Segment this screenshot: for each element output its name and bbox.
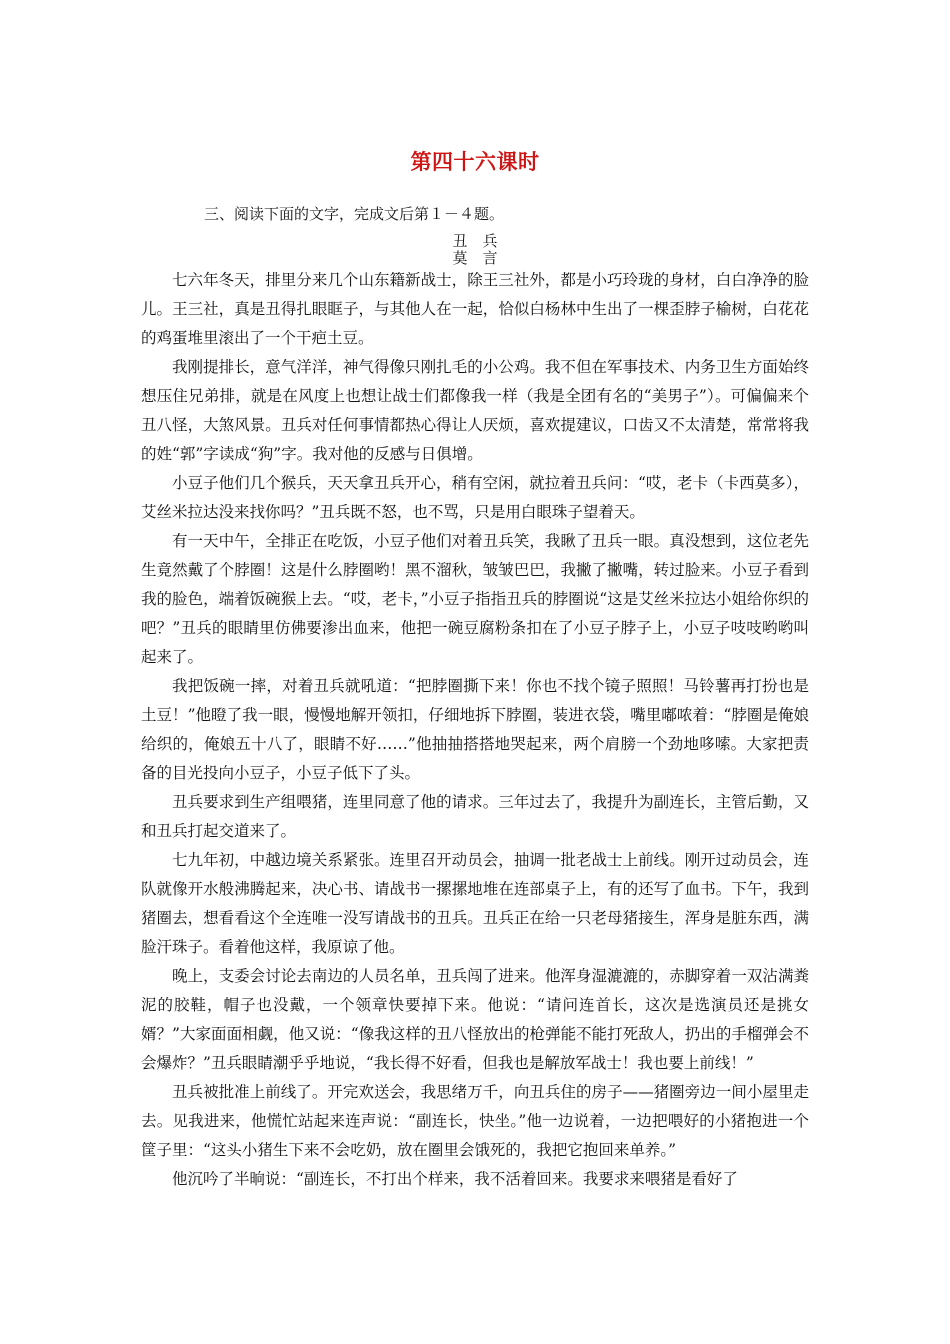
paragraph: 七六年冬天，排里分来几个山东籍新战士，除王三社外，都是小巧玲珑的身材，白白净净的脸儿。王三社，真是丑得扎眼眶子，与其他人在一起，恰似白杨林中生出了一棵歪脖子榆树，白花花的鸡蛋堆里滚出了一个干疤土豆。	[141, 271, 809, 347]
paragraph: 我刚提排长，意气洋洋，神气得像只刚扎毛的小公鸡。我不但在军事技术、内务卫生方面始终想压住兄弟排，就是在风度上也想让战士们都像我一样（我是全团有名的“美男子”）。可偏偏来个丑八怪，大煞风景。丑兵对任何事情都热心得让人厌烦，喜欢提建议，口齿又不太清楚，常常将我的姓“郭”字读成“狗”字。我对他的反感与日俱增。	[141, 358, 809, 463]
reading-instruction: 三、阅读下面的文字，完成文后第１－４题。	[204, 205, 505, 223]
story-body	[141, 266, 809, 1194]
paragraph: 七九年初，中越边境关系紧张。连里召开动员会，抽调一批老战士上前线。刚开过动员会，连队就像开水般沸腾起来，决心书、请战书一摞摞地堆在连部桌子上，有的还写了血书。下午，我到猪圈去，想看看这个全连唯一没写请战书的丑兵。丑兵正在给一只老母猪接生，浑身是脏东西，满脸汗珠子。看着他这样，我原谅了他。	[141, 851, 809, 956]
lesson-title: 第四十六课时	[410, 149, 540, 174]
paragraph: 晚上，支委会讨论去南边的人员名单，丑兵闯了进来。他浑身湿漉漉的，赤脚穿着一双沾满粪泥的胶鞋，帽子也没戴，一个领章快要掉下来。他说：“请问连首长，这次是选演员还是挑女婿？”大家面面相觑，他又说：“像我这样的丑八怪放出的枪弹能不能打死敌人，扔出的手榴弹会不会爆炸？”丑兵眼睛潮乎乎地说，“我长得不好看，但我也是解放军战士！我也要上前线！”	[141, 967, 809, 1072]
paragraph: 丑兵被批准上前线了。开完欢送会，我思绪万千，向丑兵住的房子——猪圈旁边一间小屋里走去。见我进来，他慌忙站起来连声说：“副连长，快坐。”他一边说着，一边把喂好的小猪抱进一个筐子里：“这头小猪生下来不会吃奶，放在圈里会饿死的，我把它抱回来单养。”	[141, 1083, 809, 1159]
paragraph: 我把饭碗一摔，对着丑兵就吼道：“把脖圈撕下来！你也不找个镜子照照！马铃薯再打扮也是土豆！”他瞪了我一眼，慢慢地解开领扣，仔细地拆下脖圈，装进衣袋，嘴里嘟哝着：“脖圈是俺娘给织的，俺娘五十八了，眼睛不好……”他抽抽搭搭地哭起来，两个肩膀一个劲地哆嗦。大家把责备的目光投向小豆子，小豆子低下了头。	[141, 677, 809, 782]
paragraph: 小豆子他们几个猴兵，天天拿丑兵开心，稍有空闲，就拉着丑兵问：“哎，老卡（卡西莫多），艾丝米拉达没来找你吗？”丑兵既不怒，也不骂，只是用白眼珠子望着天。	[141, 474, 809, 521]
paragraph: 有一天中午，全排正在吃饭，小豆子他们对着丑兵笑，我瞅了丑兵一眼。真没想到，这位老先生竟然戴了个脖圈！这是什么脖圈哟！黑不溜秋，皱皱巴巴，我撇了撇嘴，转过脸来。小豆子看到我的脸色，端着饭碗猴上去。“哎，老卡，”小豆子指指丑兵的脖圈说“这是艾丝米拉达小姐给你织的吧？”丑兵的眼睛里仿佛要渗出血来，他把一碗豆腐粉条扣在了小豆子脖子上，小豆子吱吱哟哟叫起来了。	[141, 532, 809, 666]
story-author: 莫 言	[452, 249, 498, 267]
story-title: 丑 兵	[452, 232, 498, 250]
paragraph: 丑兵要求到生产组喂猪，连里同意了他的请求。三年过去了，我提升为副连长，主管后勤，又和丑兵打起交道来了。	[141, 793, 809, 840]
paragraph: 他沉吟了半晌说：“副连长，不打出个样来，我不活着回来。我要求来喂猪是看好了	[172, 1170, 738, 1188]
